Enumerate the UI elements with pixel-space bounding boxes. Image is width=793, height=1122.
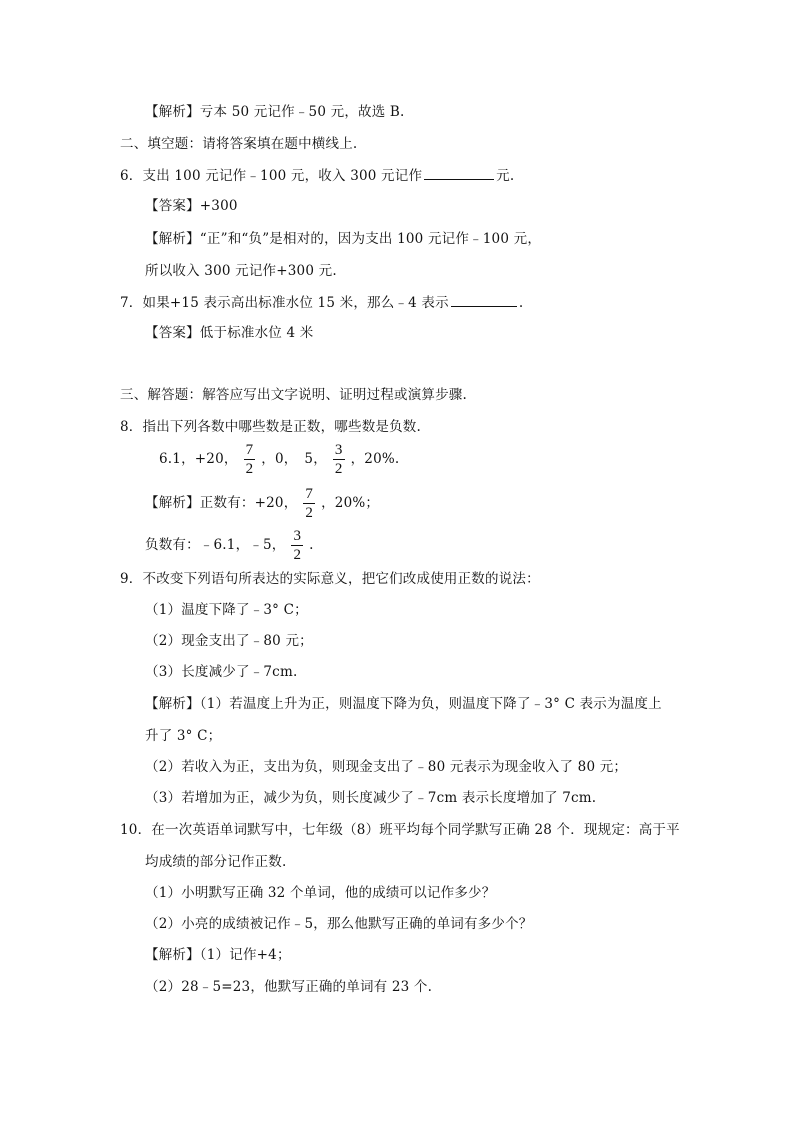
analysis-q9-1-cont: 升了 3° C； xyxy=(145,728,222,744)
question-10-part-2: （2）小亮的成绩被记作﹣5，那么他默写正确的单词有多少个？ xyxy=(145,916,533,932)
analysis-q6-cont: 所以收入 300 元记作+300 元. xyxy=(145,263,337,279)
positive-label: 【解析】正数有：+20， xyxy=(145,495,298,511)
question-7-end: . xyxy=(518,295,524,311)
question-10: 10．在一次英语单词默写中，七年级（8）班平均每个同学默写正确 28 个．现规定：高于平 xyxy=(120,822,680,838)
question-8: 8．指出下列各数中哪些数是正数，哪些数是负数. xyxy=(120,419,421,435)
numbers-part-2: ，0， 5， xyxy=(261,451,327,467)
analysis-q9-3: （3）若增加为正，减少为负，则长度减少了﹣7cm 表示长度增加了 7cm. xyxy=(145,790,597,806)
question-7 xyxy=(120,292,523,313)
numbers-part-3: ，20%. xyxy=(350,451,400,467)
question-9-part-1: （1）温度下降了﹣3° C； xyxy=(145,602,308,618)
fraction-3-2: $\frac{3}{2}$ xyxy=(293,528,302,563)
question-7-text: 7．如果+15 表示高出标准水位 15 米，那么﹣4 表示 xyxy=(120,295,449,311)
section-fill-in-title: 二、填空题：请将答案填在题中横线上. xyxy=(120,136,358,152)
analysis-q10-1: 【解析】（1）记作+4； xyxy=(145,947,291,963)
positive-end: ，20%； xyxy=(321,495,380,511)
analysis-q8-negative xyxy=(145,523,314,567)
question-9-part-3: （3）长度减少了﹣7cm. xyxy=(145,664,298,680)
negative-label: 负数有：﹣6.1，﹣5， xyxy=(145,537,286,553)
answer-blank xyxy=(424,165,494,180)
answer-q6: 【答案】+300 xyxy=(145,198,238,214)
question-6-end: 元. xyxy=(496,168,515,184)
question-9-part-2: （2）现金支出了﹣80 元； xyxy=(145,633,313,649)
analysis-q8-positive xyxy=(145,481,379,525)
analysis-q6: 【解析】“正”和“负”是相对的，因为支出 100 元记作﹣100 元， xyxy=(145,231,542,247)
fraction-7-2: $\frac{7}{2}$ xyxy=(305,486,314,521)
section-solve-title: 三、解答题：解答应写出文字说明、证明过程或演算步骤. xyxy=(120,387,467,403)
question-10-cont: 均成绩的部分记作正数. xyxy=(145,854,287,870)
fraction-3-2: $\frac{3}{2}$ xyxy=(334,442,343,477)
fraction-7-2: $\frac{7}{2}$ xyxy=(245,442,254,477)
question-10-part-1: （1）小明默写正确 32 个单词，他的成绩可以记作多少？ xyxy=(145,885,496,901)
answer-blank xyxy=(451,292,517,307)
numbers-part-1: 6.1，+20， xyxy=(159,451,238,467)
analysis-q9-1: 【解析】（1）若温度上升为正，则温度下降为负，则温度下降了﹣3° C 表示为温度上 xyxy=(145,696,662,712)
question-9: 9．不改变下列语句所表达的实际意义，把它们改成使用正数的说法： xyxy=(120,571,540,587)
answer-q7: 【答案】低于标准水位 4 米 xyxy=(145,325,314,341)
question-6 xyxy=(120,165,514,186)
negative-end: . xyxy=(309,537,314,553)
analysis-q10-2: （2）28﹣5=23，他默写正确的单词有 23 个. xyxy=(145,979,433,995)
question-8-numbers xyxy=(159,437,399,481)
analysis-q9-2: （2）若收入为正，支出为负，则现金支出了﹣80 元表示为现金收入了 80 元； xyxy=(145,759,628,775)
question-6-text: 6．支出 100 元记作﹣100 元，收入 300 元记作 xyxy=(120,168,423,184)
analysis-q5: 【解析】亏本 50 元记作﹣50 元，故选 B. xyxy=(145,104,405,120)
